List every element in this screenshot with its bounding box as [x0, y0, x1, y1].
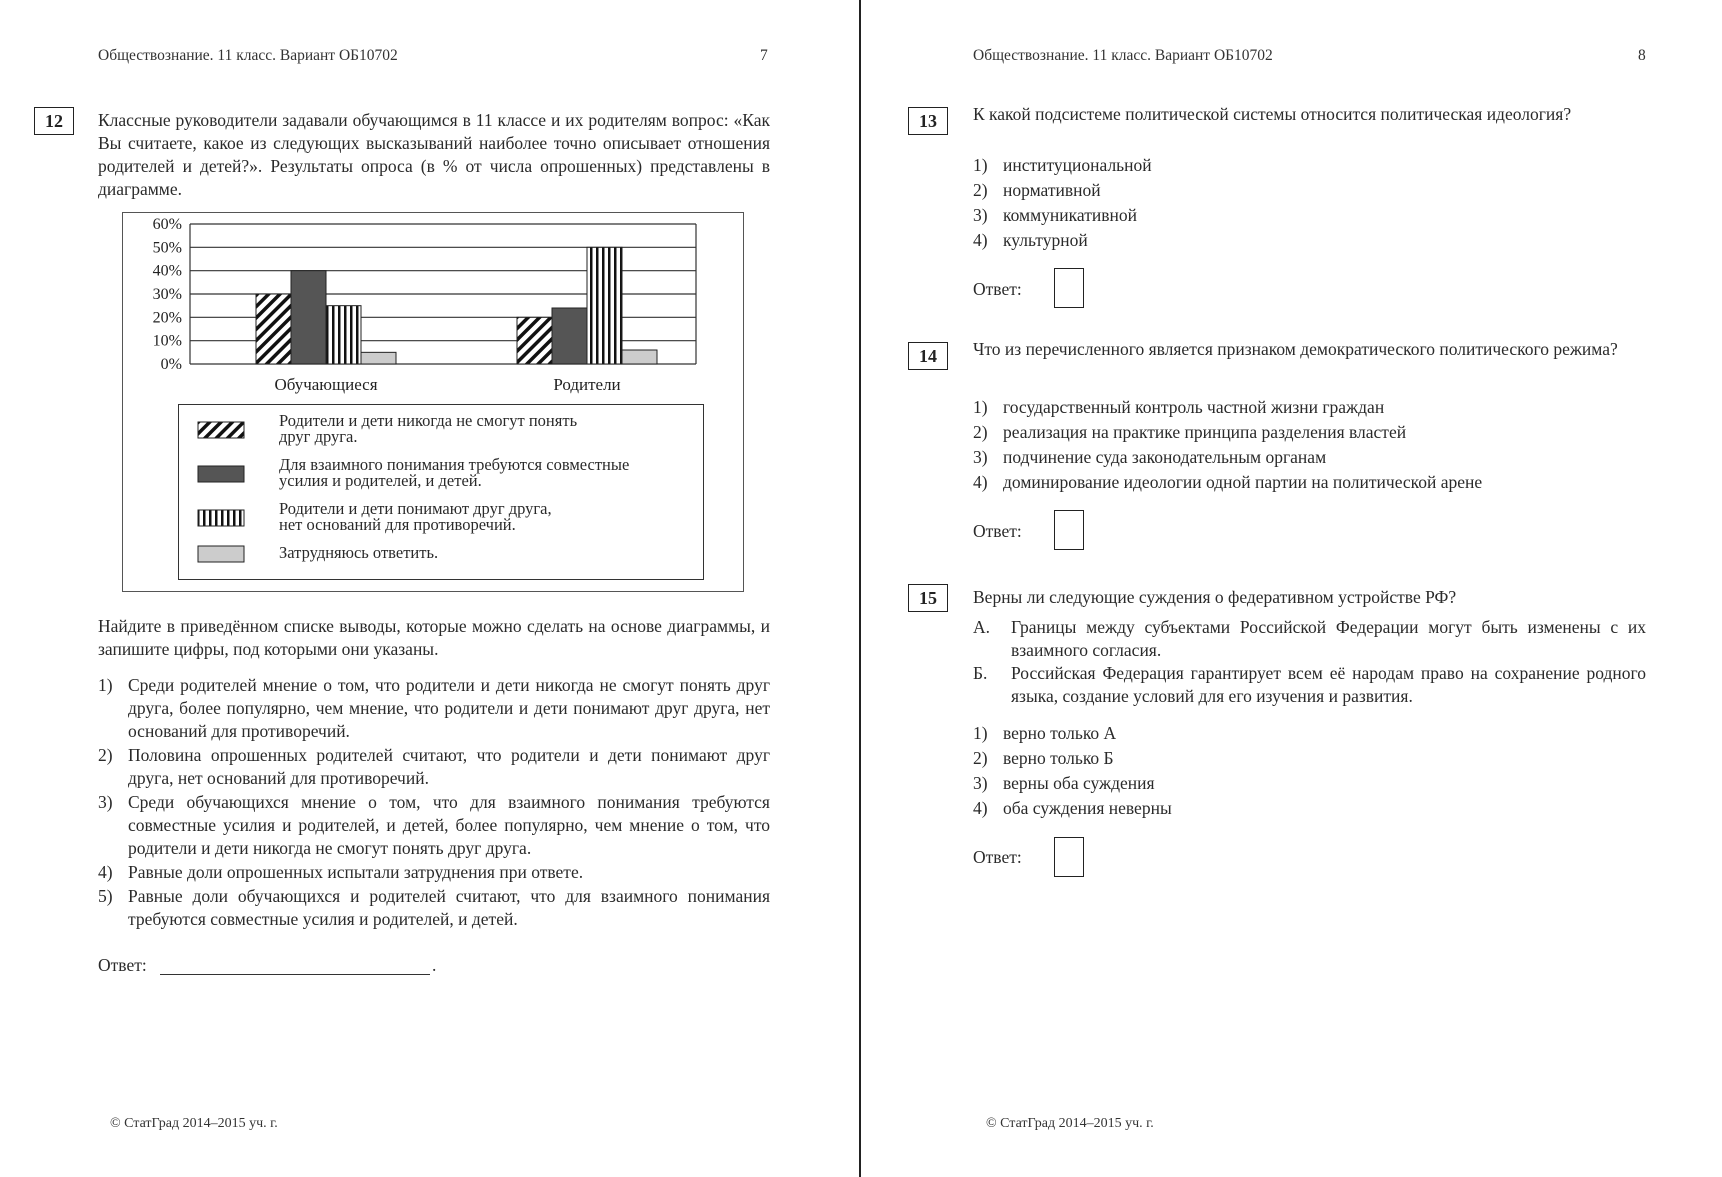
legend-swatch	[197, 545, 245, 563]
page-7	[0, 0, 859, 1177]
option-item: 2) реализация на практике принципа разделения властей	[973, 422, 1407, 442]
answer-suffix: .	[432, 955, 437, 975]
legend-swatch	[197, 465, 245, 483]
option-item: 2) верно только Б	[973, 748, 1114, 768]
y-tick-label: 50%	[152, 239, 182, 257]
bar	[622, 350, 657, 364]
page-footer: © СтатГрад 2014–2015 уч. г.	[110, 1116, 278, 1131]
option-item: 4) оба суждения неверны	[973, 798, 1172, 818]
legend-label: Для взаимного понимания требуются совместные усилия и родителей, и детей.	[279, 455, 630, 490]
option-item: 3) верны оба суждения	[973, 773, 1155, 793]
page-footer: © СтатГрад 2014–2015 уч. г.	[986, 1116, 1154, 1131]
statement-b: Б. Российская Федерация гарантирует всем её народам право на сохранение родного языка, создание условий для его изучения и развития.	[973, 663, 1646, 706]
y-tick-label: 60%	[152, 216, 182, 233]
page-header: Обществознание. 11 класс. Вариант ОБ10702	[98, 47, 398, 64]
option-item: 3) коммуникативной	[973, 205, 1137, 225]
answer-field[interactable]	[160, 974, 430, 975]
legend-swatch-rect	[198, 510, 244, 526]
question-13-text: К какой подсистеме политической системы относится политическая идеология?	[973, 104, 1572, 124]
bar-chart	[122, 212, 744, 402]
legend-swatch-rect	[198, 466, 244, 482]
page-number: 8	[1638, 47, 1646, 64]
question-number-box: 15	[908, 584, 948, 612]
option-item: 1) Среди родителей мнение о том, что родители и дети никогда не смогут понять друг друга, более популярно, чем мнение, что родители и дети понимают друг друга, нет оснований для противоречий.	[98, 675, 770, 741]
y-tick-label: 40%	[152, 262, 182, 280]
chart-legend	[178, 404, 704, 580]
answer-box[interactable]	[1054, 837, 1084, 877]
option-item: 3) подчинение суда законодательным органам	[973, 447, 1327, 467]
page-8	[861, 0, 1722, 1177]
bar	[256, 294, 291, 364]
option-item: 2) Половина опрошенных родителей считают, что родители и дети понимают друг друга, нет оснований для противоречий.	[98, 745, 770, 788]
y-tick-label: 0%	[160, 356, 182, 373]
answer-box[interactable]	[1054, 510, 1084, 550]
question-12-task: Найдите в приведённом списке выводы, которые можно сделать на основе диаграммы, и запишите цифры, под которыми они указаны.	[98, 616, 770, 659]
page-header: Обществознание. 11 класс. Вариант ОБ10702	[973, 47, 1273, 64]
y-tick-label: 20%	[152, 309, 182, 327]
x-category-label: Обучающиеся	[274, 375, 378, 394]
y-tick-label: 10%	[152, 332, 182, 350]
page-number: 7	[760, 47, 768, 64]
x-category-label: Родители	[553, 375, 621, 394]
legend-label: Родители и дети понимают друг друга, нет оснований для противоречий.	[279, 499, 552, 534]
question-12-intro: Классные руководители задавали обучающимся в 11 классе и их родителям вопрос: «Как Вы считаете, какое из следующих высказываний наиболее точно описывает отношения родителей и детей?». Результаты опроса (в % от числа опрошенных) представлены в диаграмме.	[98, 110, 770, 199]
question-14-text: Что из перечисленного является признаком демократического политического режима?	[973, 339, 1618, 359]
question-number-box: 13	[908, 107, 948, 135]
option-item: 1) институциональной	[973, 155, 1152, 175]
question-number-box: 14	[908, 342, 948, 370]
bar	[517, 317, 552, 364]
question-15-text: Верны ли следующие суждения о федеративном устройстве РФ?	[973, 587, 1457, 607]
option-item: 1) государственный контроль частной жизни граждан	[973, 397, 1385, 417]
bar	[552, 308, 587, 364]
option-item: 4) культурной	[973, 230, 1088, 250]
option-item: 4) доминирование идеологии одной партии на политической арене	[973, 472, 1483, 492]
question-number-box: 12	[34, 107, 74, 135]
legend-swatch-rect	[198, 422, 244, 438]
legend-label: Родители и дети никогда не смогут понять друг друга.	[279, 411, 578, 446]
bar	[587, 247, 622, 364]
option-item: 4) Равные доли опрошенных испытали затруднения при ответе.	[98, 862, 584, 882]
bar	[361, 352, 396, 364]
option-item: 2) нормативной	[973, 180, 1101, 200]
legend-swatch	[197, 509, 245, 527]
y-tick-label: 30%	[152, 286, 182, 303]
statement-a: А. Границы между субъектами Российской Федерации могут быть изменены с их взаимного согласия.	[973, 617, 1646, 660]
option-item: 5) Равные доли обучающихся и родителей считают, что для взаимного понимания требуются совместные усилия и родителей, и детей.	[98, 886, 770, 929]
bar	[326, 306, 361, 364]
legend-swatch-rect	[198, 546, 244, 562]
answer-box[interactable]	[1054, 268, 1084, 308]
option-item: 1) верно только А	[973, 723, 1117, 743]
legend-swatch	[197, 421, 245, 439]
bar	[291, 271, 326, 364]
answer-label: Ответ:	[973, 847, 1022, 867]
option-item: 3) Среди обучающихся мнение о том, что для взаимного понимания требуются совместные усилия и родителей, и детей, более популярно, чем мнение о том, что родители и дети никогда не смогут понять друг друга.	[98, 792, 770, 858]
answer-label: Ответ:	[973, 279, 1022, 299]
answer-label: Ответ:	[98, 955, 147, 975]
answer-label: Ответ:	[973, 521, 1022, 541]
question-12-options	[98, 674, 770, 932]
legend-label: Затрудняюсь ответить.	[279, 543, 439, 562]
